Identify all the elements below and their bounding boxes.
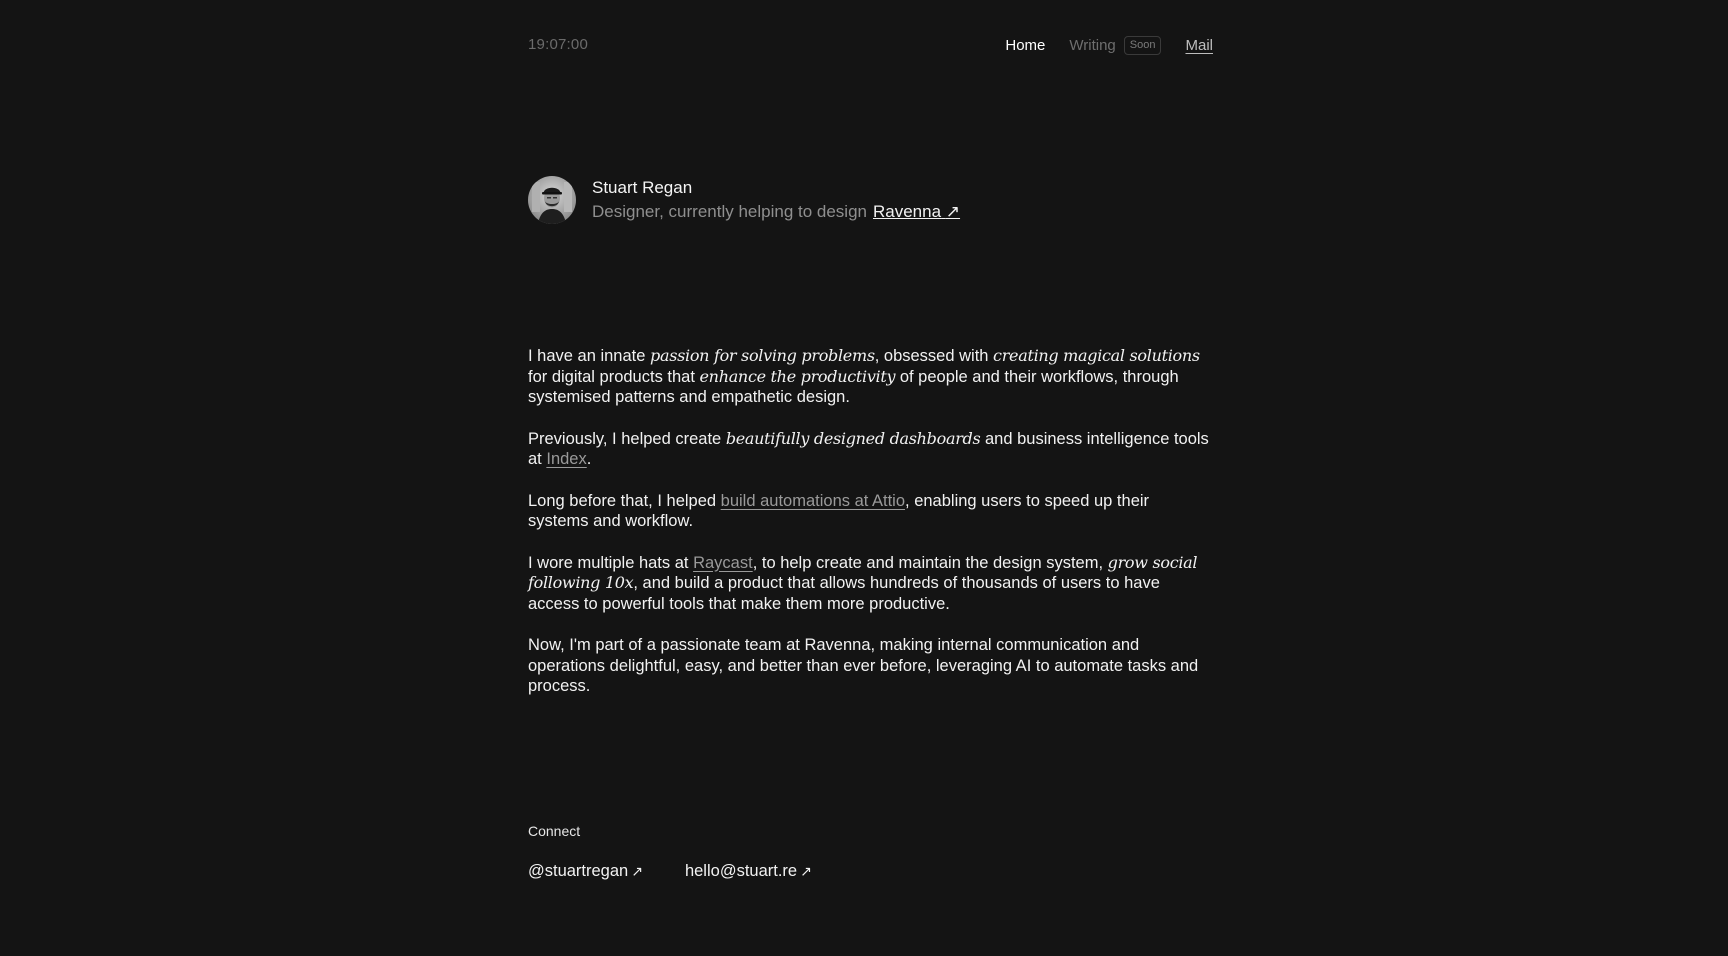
- bio: [528, 346, 1213, 718]
- nav-mail-link[interactable]: Mail: [1185, 37, 1213, 54]
- bio-text: for digital products that: [528, 367, 700, 386]
- avatar-portrait: [528, 176, 576, 224]
- ravenna-link-label: Ravenna: [873, 201, 942, 221]
- external-arrow-icon: ↗: [800, 863, 812, 879]
- profile-role-text: Designer, currently helping to design: [592, 201, 867, 221]
- soon-badge: Soon: [1124, 36, 1162, 55]
- bio-text: and business intelligence tools at: [528, 429, 1209, 468]
- connect-heading: Connect: [528, 823, 581, 839]
- profile-name: Stuart Regan: [592, 177, 693, 197]
- email-label: hello@stuart.re: [684, 862, 798, 880]
- social-handle-link[interactable]: [528, 862, 643, 881]
- ravenna-link[interactable]: [873, 202, 960, 221]
- bio-text: , to help create and maintain the design system,: [752, 553, 1108, 572]
- bio-text: Long before that, I helped: [528, 491, 721, 510]
- bio-paragraph-4: [528, 553, 1213, 615]
- profile-info: [592, 177, 960, 224]
- bio-text: , and build a product that allows hundreds of thousands of users to have access to powerful tools that make them more productive.: [528, 574, 1160, 613]
- profile: [528, 176, 960, 224]
- bio-emphasis: creating magical solutions: [993, 346, 1200, 365]
- nav-writing-link[interactable]: Writing: [1069, 37, 1116, 54]
- bio-text: Previously, I helped create: [528, 429, 726, 448]
- bio-text: .: [586, 450, 592, 468]
- bio-text: of people and their workflows, through systemised patterns and empathetic design.: [528, 367, 1179, 406]
- attio-link[interactable]: build automations at Attio: [720, 491, 906, 510]
- index-link[interactable]: Index: [546, 450, 587, 468]
- bio-text: I have an innate: [528, 347, 651, 365]
- bio-emphasis: passion for solving problems: [650, 346, 875, 365]
- avatar: [528, 176, 576, 224]
- social-handle-label: @stuartregan: [528, 862, 629, 880]
- connect-links: [528, 862, 812, 881]
- raycast-link[interactable]: Raycast: [693, 553, 753, 572]
- bio-emphasis: grow social following 10x: [528, 552, 1198, 592]
- page-container: [528, 0, 1213, 956]
- bio-paragraph-3: [528, 491, 1213, 532]
- external-arrow-icon: ↗: [945, 201, 961, 221]
- email-link[interactable]: [685, 862, 812, 881]
- nav-home-link[interactable]: Home: [1005, 37, 1046, 54]
- bio-text: I wore multiple hats at: [528, 553, 694, 572]
- bio-emphasis: beautifully designed dashboards: [725, 428, 981, 448]
- external-arrow-icon: ↗: [631, 863, 643, 879]
- bio-paragraph-1: [528, 346, 1213, 408]
- bio-text: , obsessed with: [874, 347, 994, 365]
- profile-role: [592, 200, 960, 224]
- bio-text: Now, I'm part of a passionate team at Ravenna, making internal communication and operations delightful, easy, and better than ever before, leveraging AI to automate tasks and process.: [528, 636, 1199, 695]
- bio-emphasis: enhance the productivity: [699, 366, 896, 386]
- top-nav: [1005, 36, 1213, 55]
- bio-paragraph-5: [528, 635, 1213, 697]
- clock: 19:07:00: [528, 36, 588, 53]
- bio-text: , enabling users to speed up their systems and workflow.: [528, 491, 1150, 530]
- bio-paragraph-2: [528, 429, 1213, 470]
